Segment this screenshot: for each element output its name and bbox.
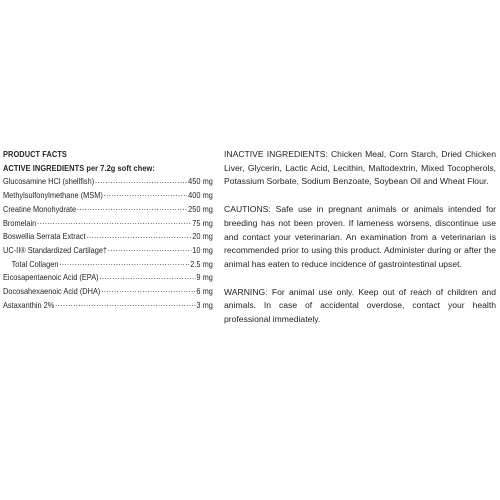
inactive-ingredients-text: INACTIVE INGREDIENTS: Chicken Meal, Corn Starch, Dried Chicken Liver, Glycerin, Lactic Acid, Lecithin, Maltodextrin, Mixed Tocopherols, Potassium Sorbate, Sodium Benzoate, Soybean Oil and Wheat Flour. [224,149,496,187]
ingredient-name: Creatine Monohydrate [3,203,77,214]
leader-dots [59,258,189,267]
ingredient-name: Total Collagen [11,258,59,269]
leader-dots [55,299,195,308]
leader-dots [37,217,191,226]
ingredient-amount: 6 mg [196,286,213,297]
ingredient-name: Methylsulfonylmethane (MSM) [3,190,103,201]
leader-dots [86,230,191,239]
ingredient-name: Boswellia Serrata Extract [3,231,86,242]
ingredient-amount: 2.5 mg [190,258,213,269]
cautions-text: CAUTIONS: Safe use in pregnant animals or animals intended for breeding has not been proven. If lameness worsens, discontinue use and contact your veterinarian. An examination from a veterinarian is recommended prior to using this product. Administer during or after the animal has eaten to reduce incidence of gastrointestinal upset. [224,204,496,269]
leader-dots [108,244,192,253]
ingredient-row [3,271,213,285]
ingredient-row [3,285,213,299]
label-info-panel [224,148,496,341]
leader-dots [95,175,187,184]
ingredient-row [3,189,213,203]
ingredient-row [3,244,213,258]
ingredient-amount: 20 mg [192,231,213,242]
ingredient-amount: 75 mg [192,217,213,228]
ingredient-name: Docosahexaenoic Acid (DHA) [3,286,101,297]
leader-dots [101,285,195,294]
product-facts-panel [3,148,213,312]
ingredient-name: Bromelain [3,217,37,228]
ingredient-amount: 400 mg [188,190,213,201]
leader-dots [104,189,188,198]
ingredient-amount: 250 mg [188,203,213,214]
ingredient-amount: 9 mg [196,272,213,283]
ingredient-amount: 450 mg [188,176,213,187]
ingredient-name: UC-II® Standardized Cartilage† [3,244,108,255]
ingredient-row [3,230,213,244]
ingredient-name: Glucosamine HCl (shellfish) [3,176,95,187]
ingredient-row [3,203,213,217]
leader-dots [99,271,195,280]
ingredient-name: Astaxanthin 2% [3,299,55,310]
ingredient-row [3,299,213,313]
ingredient-row [3,217,213,231]
ingredient-row [3,175,213,189]
active-ingredients-heading: ACTIVE INGREDIENTS per 7.2g soft chew: [3,162,155,173]
ingredient-amount: 10 mg [192,244,213,255]
leader-dots [77,203,187,212]
ingredient-amount: 3 mg [196,299,213,310]
ingredient-row [3,258,213,272]
product-facts-title: PRODUCT FACTS [3,149,67,159]
warning-text: WARNING: For animal use only. Keep out of reach of children and animals. In case of accidental overdose, contact your health professional immediately. [224,286,496,325]
ingredient-name: Eicosapentaenoic Acid (EPA) [3,272,99,283]
